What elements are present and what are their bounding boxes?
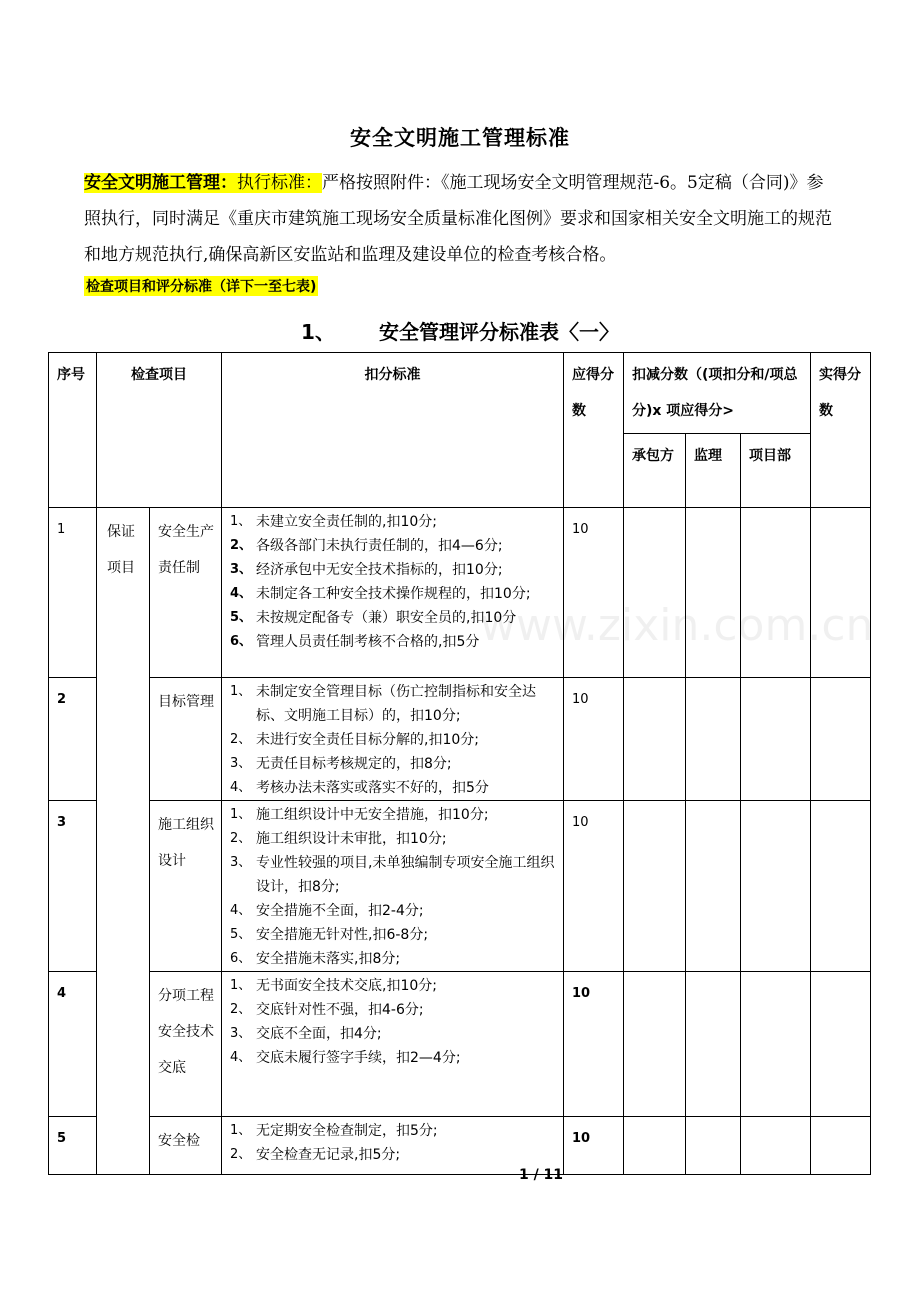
page-title: 安全文明施工管理标准 <box>350 126 570 150</box>
table-row <box>49 801 871 972</box>
standard-item <box>230 947 559 971</box>
table-number: 1、 <box>301 320 335 344</box>
row-standards <box>222 1117 564 1175</box>
standard-item <box>230 1046 559 1070</box>
header-actual: 实得分数 <box>811 353 871 508</box>
standard-text: 考核办法未落实或落实不好的，扣5分 <box>256 780 489 796</box>
standard-text: 安全措施不全面，扣2-4分; <box>256 903 424 919</box>
standard-text: 无责任目标考核规定的，扣8分; <box>256 756 452 772</box>
row-project-score[interactable] <box>741 972 811 1117</box>
standard-item <box>230 1143 559 1167</box>
table-row <box>49 1117 871 1175</box>
standard-text: 未按规定配备专（兼）职安全员的,扣10分 <box>256 610 517 626</box>
standard-item <box>230 1022 559 1046</box>
standard-number: 6、 <box>230 634 253 649</box>
row-item: 目标管理 <box>150 678 222 801</box>
row-due-score: 10 <box>564 801 624 972</box>
standard-item <box>230 582 559 606</box>
standard-text: 安全措施无针对性,扣6-8分; <box>256 927 429 943</box>
row-item: 施工组织设计 <box>150 801 222 972</box>
standard-number: 2、 <box>230 831 252 846</box>
standard-number: 1、 <box>230 807 252 822</box>
row-project-score[interactable] <box>741 1117 811 1175</box>
standard-number: 6、 <box>230 951 252 966</box>
header-item: 检查项目 <box>97 353 222 508</box>
table-row <box>49 972 871 1117</box>
standard-number: 3、 <box>230 1026 252 1041</box>
row-actual-score[interactable] <box>811 508 871 678</box>
row-supervisor-score[interactable] <box>686 508 741 678</box>
row-item: 安全生产责任制 <box>150 508 222 678</box>
standard-text: 施工组织设计未审批，扣10分; <box>256 831 447 847</box>
standard-number: 1、 <box>230 684 252 699</box>
standard-number: 2、 <box>230 538 253 553</box>
standard-item <box>230 803 559 827</box>
row-project-score[interactable] <box>741 801 811 972</box>
standard-item <box>230 998 559 1022</box>
row-item: 分项工程安全技术交底 <box>150 972 222 1117</box>
standard-text: 未制定各工种安全技术操作规程的，扣10分; <box>256 586 531 602</box>
standard-number: 3、 <box>230 562 253 577</box>
row-contractor-score[interactable] <box>624 678 686 801</box>
standard-text: 无书面安全技术交底,扣10分; <box>256 978 437 994</box>
standard-text: 管理人员责任制考核不合格的,扣5分 <box>256 634 480 650</box>
row-contractor-score[interactable] <box>624 508 686 678</box>
standard-item <box>230 606 559 630</box>
row-supervisor-score[interactable] <box>686 801 741 972</box>
header-seq: 序号 <box>49 353 97 508</box>
row-standards <box>222 678 564 801</box>
header-standard: 扣分标准 <box>222 353 564 508</box>
standard-number: 2、 <box>230 732 252 747</box>
row-due-score: 10 <box>564 678 624 801</box>
standard-text: 未制定安全管理目标（伤亡控制指标和安全达标、文明施工目标）的，扣10分; <box>256 684 536 724</box>
page-number: 1 / 11 <box>518 1167 564 1183</box>
row-seq: 4 <box>49 972 97 1117</box>
standard-item <box>230 510 559 534</box>
row-actual-score[interactable] <box>811 801 871 972</box>
header-deduct: 扣减分数（(项扣分和/项总分)x 项应得分> <box>624 353 811 434</box>
standard-number: 2、 <box>230 1002 252 1017</box>
row-supervisor-score[interactable] <box>686 972 741 1117</box>
standard-number: 1、 <box>230 978 252 993</box>
row-actual-score[interactable] <box>811 1117 871 1175</box>
table-row <box>49 508 871 678</box>
standard-number: 3、 <box>230 756 252 771</box>
table-row <box>49 678 871 801</box>
standard-item <box>230 899 559 923</box>
standard-number: 4、 <box>230 586 253 601</box>
standard-text: 无定期安全检查制定，扣5分; <box>256 1123 438 1139</box>
group-label: 保证项目 <box>97 508 150 1175</box>
row-seq: 2 <box>49 678 97 801</box>
row-supervisor-score[interactable] <box>686 1117 741 1175</box>
row-project-score[interactable] <box>741 508 811 678</box>
header-contractor: 承包方 <box>624 434 686 508</box>
watermark: www.zixin.com.cn <box>480 600 874 651</box>
standard-number: 2、 <box>230 1147 252 1162</box>
standard-item <box>230 630 559 654</box>
standard-text: 经济承包中无安全技术指标的，扣10分; <box>256 562 503 578</box>
scoring-table <box>48 352 874 1175</box>
standard-item <box>230 923 559 947</box>
header-due: 应得分数 <box>564 353 624 508</box>
standard-number: 3、 <box>230 855 252 870</box>
standard-item <box>230 534 559 558</box>
standard-number: 4、 <box>230 903 252 918</box>
standard-number: 4、 <box>230 1050 252 1065</box>
standard-number: 1、 <box>230 514 252 529</box>
row-supervisor-score[interactable] <box>686 678 741 801</box>
standard-text: 专业性较强的项目,未单独编制专项安全施工组织设计，扣8分; <box>256 855 555 895</box>
standard-text: 未建立安全责任制的,扣10分; <box>256 514 437 530</box>
standard-number: 5、 <box>230 927 252 942</box>
row-seq: 1 <box>49 508 97 678</box>
table-title <box>0 316 920 345</box>
standards-list <box>230 1119 559 1167</box>
standard-text: 施工组织设计中无安全措施，扣10分; <box>256 807 489 823</box>
row-seq: 3 <box>49 801 97 972</box>
row-item: 安全检 <box>150 1117 222 1175</box>
row-due-score: 10 <box>564 1117 624 1175</box>
row-actual-score[interactable] <box>811 972 871 1117</box>
section-subheading: 检查项目和评分标准（详下一至七表) <box>84 276 318 296</box>
standard-number: 5、 <box>230 610 253 625</box>
header-project: 项目部 <box>741 434 811 508</box>
row-due-score: 10 <box>564 972 624 1117</box>
standard-text: 各级各部门未执行责任制的，扣4—6分; <box>256 538 503 554</box>
intro-label: 安全文明施工管理： <box>84 173 237 193</box>
standard-item <box>230 752 559 776</box>
standard-text: 未进行安全责任目标分解的,扣10分; <box>256 732 479 748</box>
standards-list <box>230 510 559 654</box>
standard-item <box>230 974 559 998</box>
row-actual-score[interactable] <box>811 678 871 801</box>
intro-exec-label: 执行标准： <box>237 173 322 193</box>
row-contractor-score[interactable] <box>624 801 686 972</box>
standards-list <box>230 680 559 800</box>
row-standards <box>222 801 564 972</box>
standards-list <box>230 803 559 971</box>
standard-number: 4、 <box>230 780 252 795</box>
standard-text: 安全措施未落实,扣8分; <box>256 951 401 967</box>
standard-item <box>230 728 559 752</box>
standard-text: 交底未履行签字手续，扣2—4分; <box>256 1050 461 1066</box>
standard-item <box>230 1119 559 1143</box>
standard-item <box>230 680 559 728</box>
header-supervisor: 监理 <box>686 434 741 508</box>
row-standards <box>222 972 564 1117</box>
row-contractor-score[interactable] <box>624 972 686 1117</box>
intro-text: 严格按照附件：《施工现场安全文明管理规范-6。5定稿（合同)》参照执行，同时满足《重庆市建筑施工现场安全质量标准化图例》要求和国家相关安全文明施工的规范和地方规范执行,确保高新区安监站和监理及建设单位的检查考核合格。 <box>84 173 832 265</box>
standard-text: 交底不全面，扣4分; <box>256 1026 382 1042</box>
table-title-text: 安全管理评分标准表〈一〉 <box>378 320 619 344</box>
standard-text: 交底针对性不强，扣4-6分; <box>256 1002 424 1018</box>
standard-text: 安全检查无记录,扣5分; <box>256 1147 401 1163</box>
standard-item <box>230 776 559 800</box>
row-project-score[interactable] <box>741 678 811 801</box>
standard-item <box>230 827 559 851</box>
row-seq: 5 <box>49 1117 97 1175</box>
standard-item <box>230 558 559 582</box>
row-contractor-score[interactable] <box>624 1117 686 1175</box>
intro-paragraph <box>84 165 839 273</box>
standards-list <box>230 974 559 1070</box>
standard-item <box>230 851 559 899</box>
row-due-score: 10 <box>564 508 624 678</box>
standard-number: 1、 <box>230 1123 252 1138</box>
row-standards <box>222 508 564 678</box>
